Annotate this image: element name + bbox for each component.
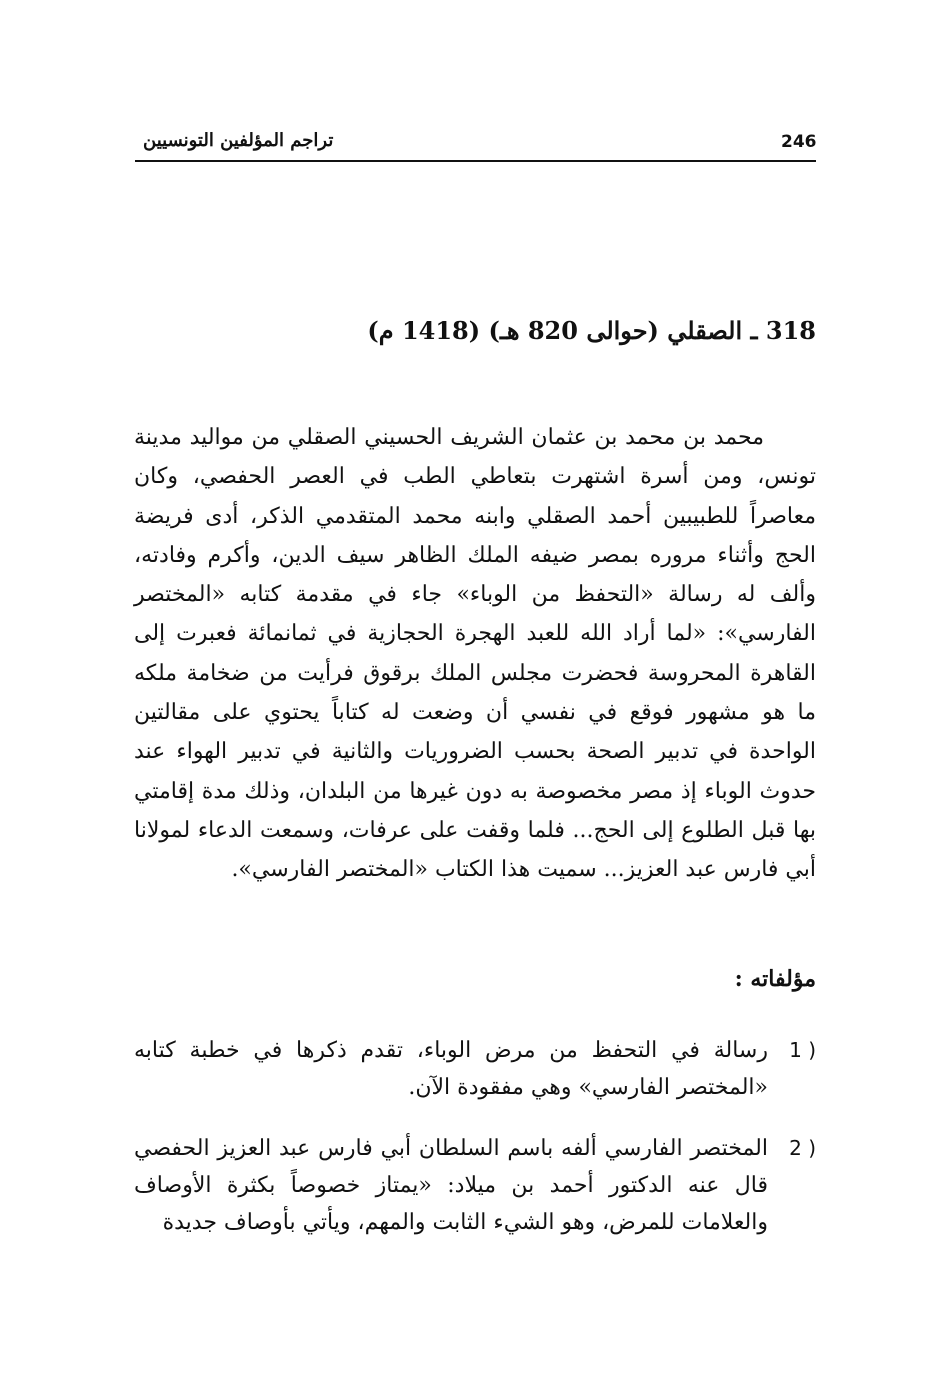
- biography-paragraph: محمد بن محمد بن عثمان الشريف الحسيني الصقلي من مواليد مدينة تونس، ومن أسرة اشتهرت بتعاطي الطب في العصر الحفصي، وكان معاصراً للطبيبين أحمد الصقلي وابنه محمد المتقدمي الذكر، أدى فريضة الحج وأثناء مروره بمصر ضيفه الملك الظاهر سيف الدين، وأكرم وفادته، وألف له رسالة «التحفظ من الوباء» جاء في مقدمة كتابه «المختصر الفارسي»: «لما أراد الله للعبد الهجرة الحجازية في ثمانمائة فعبرت إلى القاهرة المحروسة فحضرت مجلس الملك برقوق فرأيت من ضخامة ملكه ما هو مشهور فوقع في نفسي أن وضعت له كتاباً يحتوي على مقالتين الواحدة في تدبير الصحة بحسب الضروريات والثانية في تدبير الهواء عند حدوث الوباء إذ مصر مخصوصة به دون غيرها من البلدان، وذلك مدة إقامتي بها قبل الطلوع إلى الحج... فلما وقفت على عرفات، وسمعت الدعاء لمولانا أبي فارس عبد العزيز... سميت هذا الكتاب «المختصر الفارسي».: [134, 425, 816, 883]
- list-item-text: المختصر الفارسي ألفه باسم السلطان أبي فارس عبد العزيز الحفصي قال عنه الدكتور أحمد بن ميلاد: «يمتاز خصوصاً بكثرة الأوصاف والعلامات للمرض، وهو الشيء الثابت والمهم، ويأتي بأوصاف جديدة: [134, 1136, 768, 1235]
- list-item: [134, 1032, 816, 1106]
- list-item: [134, 1130, 816, 1241]
- page-header: [135, 128, 816, 162]
- page-number: 246: [781, 132, 817, 152]
- list-item-number: 2 ): [789, 1136, 816, 1160]
- works-list: [134, 1032, 816, 1265]
- running-title: تراجم المؤلفين التونسيين: [143, 130, 334, 151]
- list-item-text: رسالة في التحفظ من مرض الوباء، تقدم ذكرها في خطبة كتابه «المختصر الفارسي» وهي مفقودة الآن.: [134, 1038, 768, 1100]
- biography-text: [134, 418, 816, 890]
- list-item-number: 1 ): [789, 1038, 816, 1062]
- entry-title: 318 ـ الصقلي (حوالى 820 هـ) (1418 م): [367, 316, 816, 345]
- works-heading: مؤلفاته :: [734, 966, 816, 992]
